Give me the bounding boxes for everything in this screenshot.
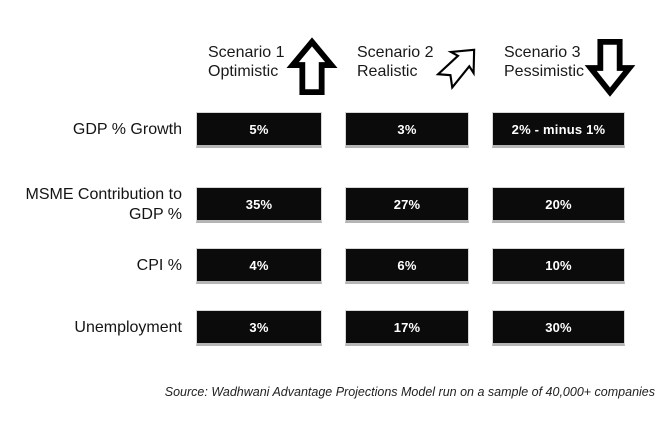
value-cell: 4% bbox=[196, 248, 322, 284]
value-cell: 6% bbox=[345, 248, 469, 284]
column-header-label bbox=[490, 38, 584, 81]
table-row-cpi bbox=[0, 248, 660, 284]
header-line2: Realistic bbox=[357, 63, 418, 80]
value-cell: 17% bbox=[345, 310, 469, 346]
row-label: CPI % bbox=[136, 257, 182, 274]
header-line1: Scenario 3 bbox=[504, 44, 581, 61]
up-arrow-icon bbox=[288, 38, 336, 96]
header-line1: Scenario 2 bbox=[357, 44, 434, 61]
table-row-gdp-growth bbox=[0, 112, 660, 148]
column-header-scenario-1 bbox=[194, 38, 326, 96]
value-cell: 30% bbox=[492, 310, 625, 346]
value-cell: 35% bbox=[196, 187, 322, 223]
header-line2: Pessimistic bbox=[504, 63, 585, 80]
table-row-msme-contribution bbox=[0, 185, 660, 225]
column-header-scenario-2 bbox=[343, 38, 473, 94]
value-cell: 2% - minus 1% bbox=[492, 112, 625, 148]
value-cell: 3% bbox=[196, 310, 322, 346]
value-cell: 20% bbox=[492, 187, 625, 223]
value-cell: 27% bbox=[345, 187, 469, 223]
up-right-arrow-icon bbox=[437, 38, 481, 94]
column-header-label bbox=[343, 38, 434, 81]
column-header-scenario-3 bbox=[490, 38, 629, 96]
row-label: Unemployment bbox=[74, 319, 182, 336]
down-arrow-icon bbox=[587, 38, 633, 96]
row-label: GDP % Growth bbox=[72, 121, 182, 138]
header-line1: Scenario 1 bbox=[208, 44, 285, 61]
row-label: MSME Contribution to GDP % bbox=[25, 186, 182, 223]
source-note: Source: Wadhwani Advantage Projections Model run on a sample of 40,000+ companies bbox=[164, 385, 655, 399]
header-line2: Optimistic bbox=[208, 63, 279, 80]
value-cell: 3% bbox=[345, 112, 469, 148]
value-cell: 5% bbox=[196, 112, 322, 148]
column-header-label bbox=[194, 38, 285, 81]
table-row-unemployment bbox=[0, 310, 660, 346]
value-cell: 10% bbox=[492, 248, 625, 284]
